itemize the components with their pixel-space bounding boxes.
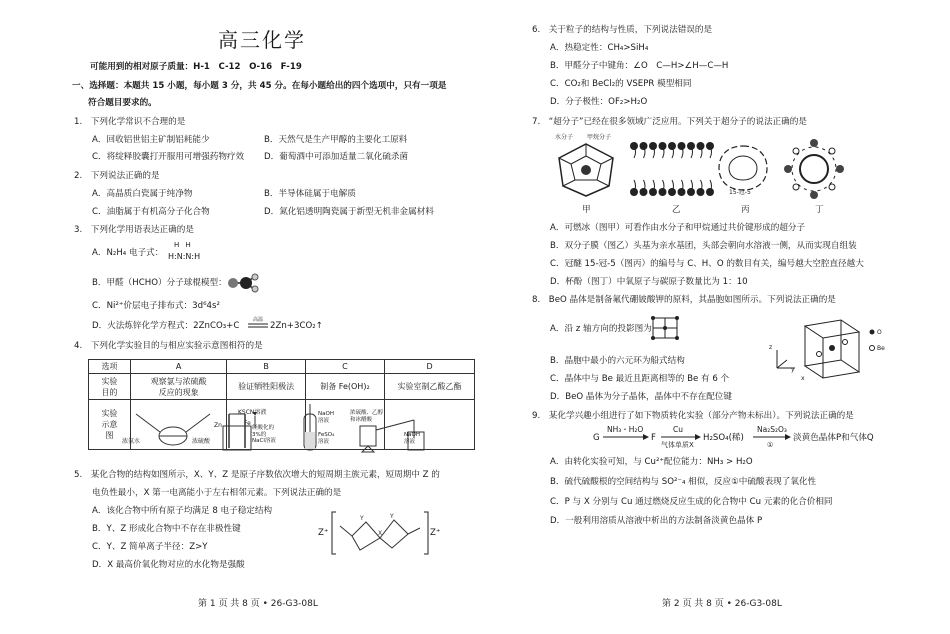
q4-header-c: C bbox=[305, 360, 384, 374]
section-heading-2: 符合题目要求的。 bbox=[88, 98, 157, 108]
q9-acid: H₂SO₄(稀) bbox=[703, 433, 744, 443]
q1-option-c: C．将绽释胶囊打开服用可增强药物疗效 bbox=[92, 152, 245, 162]
q3-electron-h: H H bbox=[174, 241, 193, 249]
q7-option-d: D．杯酚（图丁）中氧原子与碳原子数量比为 1：10 bbox=[550, 277, 748, 287]
projection-icon bbox=[651, 316, 679, 340]
q7-fig-label-2: 乙 bbox=[672, 205, 681, 215]
q4-header-d: D bbox=[385, 360, 475, 374]
q8-legend-o: O bbox=[877, 329, 882, 336]
q5-option-a: A．该化合物中所有原子均满足 8 电子稳定结构 bbox=[92, 506, 273, 516]
page-title: 高三化学 bbox=[218, 28, 306, 52]
q9-stem: 9. 某化学兴趣小组进行了如下物质转化实验（部分产物未标出）。下列说法正确的是 bbox=[532, 411, 854, 421]
q1-option-d: D．葡萄酒中可添加适量二氧化硫杀菌 bbox=[264, 152, 409, 162]
atomic-mass: 可能用到的相对原子质量：H-1 C-12 O-16 F-19 bbox=[90, 62, 302, 72]
q7-fig-label-1: 甲 bbox=[582, 205, 591, 215]
q5-cation-left: Z⁺ bbox=[318, 528, 329, 538]
q4-label-b1: KSCN溶液 bbox=[238, 409, 267, 416]
q5-stem-1: 5. 某化合物的结构如图所示，X、Y、Z 是原子序数依次增大的短周期主族元素，短周期中 Z 的 bbox=[74, 470, 440, 480]
q4-purpose-a: 观察氯与浓硫酸 反应的现象 bbox=[130, 374, 227, 400]
q9-option-a: A．由转化实验可知，与 Cu²⁺配位能力：NH₃ > H₂O bbox=[550, 457, 753, 467]
right-page bbox=[475, 0, 950, 634]
q4-label-a1: 浓氨水 bbox=[122, 438, 141, 445]
q5-cation-right: Z⁺ bbox=[430, 528, 441, 538]
q5-stem-2: 电负性最小，X 第一电离能小于左右相邻元素。下列说法正确的是 bbox=[92, 488, 342, 498]
q4-label-b-fe: Fe bbox=[244, 420, 251, 427]
q4-header-option: 选项 bbox=[89, 360, 131, 374]
arrow-1 bbox=[603, 433, 649, 441]
q4-label-a2: 浓硫酸 bbox=[192, 438, 211, 445]
q4-label-d2: NaOH 溶液 bbox=[404, 432, 420, 445]
q3-electron-formula: H:N:N:H bbox=[168, 252, 201, 261]
q6-stem: 6. 关于粒子的结构与性质，下列说法错误的是 bbox=[532, 25, 713, 35]
q5-option-d: D．X 最高价氧化物对应的水化物是强酸 bbox=[92, 560, 245, 570]
q5-option-b: B．Y、Z 形成化合物中不存在非极性键 bbox=[92, 524, 241, 534]
q4-label-b2: 经酸化的 3%的 NaCl溶液 bbox=[252, 425, 276, 444]
q1-option-a: A．回收铝世铝主矿制铝耗能少 bbox=[92, 135, 210, 145]
q9-gas-x: 气体单质X bbox=[661, 441, 694, 449]
q4-label-d1: 浓硫酸、乙醇 和冰醋酸 bbox=[350, 410, 384, 423]
q9-g: G bbox=[593, 433, 600, 443]
q2-option-b: B．半导体硅属于电解质 bbox=[264, 189, 356, 199]
q5-option-c: C．Y、Z 简单离子半径：Z>Y bbox=[92, 542, 208, 552]
q9-reagent-3: Na₂S₂O₃ bbox=[757, 425, 787, 434]
q3-stem: 3. 下列化学用语表达正确的是 bbox=[74, 225, 194, 235]
q9-f: F bbox=[651, 433, 656, 443]
equals-arrow bbox=[248, 323, 268, 329]
q8-axis-x: x bbox=[801, 375, 805, 382]
svg-text:Y: Y bbox=[390, 513, 394, 520]
svg-text:X: X bbox=[378, 530, 383, 537]
q7-fig-label-4: 丁 bbox=[815, 205, 824, 215]
q7-stem: 7. “超分子”已经在很多领域广泛应用。下列关于超分子的说法正确的是 bbox=[532, 117, 807, 127]
footer-left: 第 1 页 共 8 页 • 26-G3-08L bbox=[198, 599, 318, 609]
q4-purpose-b: 验证牺牲阳极法 bbox=[227, 374, 305, 400]
q4-row-purpose-label: 实验 目的 bbox=[89, 374, 131, 400]
q2-option-c: C．油脂属于有机高分子化合物 bbox=[92, 207, 210, 217]
q4-label-c1: NaOH 溶液 bbox=[318, 411, 334, 424]
q9-option-b: B．硫代硫酸根的空间结构与 SO²⁻₄ 相似，反应①中硫酸表现了氧化性 bbox=[550, 477, 817, 487]
q7-option-b: B．双分子膜（图乙）头基为亲水基团，头部会朝向水溶液一侧，从而实现自组装 bbox=[550, 241, 857, 251]
q4-stem: 4. 下列化学实验目的与相应实验示意图相符的是 bbox=[74, 341, 263, 351]
footer-right: 第 2 页 共 8 页 • 26-G3-08L bbox=[662, 599, 782, 609]
q3-condition: 高温 bbox=[253, 317, 264, 323]
q9-option-c: C．P 与 X 分别与 Cu 通过燃烧反应生成的化合物中 Cu 元素的化合价相同 bbox=[550, 497, 833, 507]
q7-fig-label-3: 丙 bbox=[741, 205, 750, 215]
q4-header-a: A bbox=[130, 360, 227, 374]
q8-axis-z: z bbox=[769, 344, 773, 351]
q4-label-b-zn: Zn bbox=[214, 422, 222, 429]
q7-label-water: 水分子 bbox=[555, 134, 574, 141]
q7-label-methane: 甲烷分子 bbox=[587, 134, 612, 141]
q6-option-c: C．CO₂和 BeCl₂的 VSEPR 模型相同 bbox=[550, 79, 692, 89]
q6-option-d: D．分子极性：OF₂>H₂O bbox=[550, 97, 648, 107]
formaldehyde-model-icon bbox=[226, 272, 260, 294]
q2-option-a: A．高晶质白瓷属于纯净物 bbox=[92, 189, 193, 199]
q1-option-b: B．天然气是生产甲醇的主要化工原料 bbox=[264, 135, 408, 145]
q9-step-1: ① bbox=[767, 441, 774, 449]
q2-stem: 2. 下列说法正确的是 bbox=[74, 171, 160, 181]
q4-row-diagram-label: 实验 示意 图 bbox=[89, 400, 131, 450]
q8-legend-be: Be bbox=[877, 345, 885, 352]
q4-purpose-c: 制备 Fe(OH)₂ bbox=[305, 374, 384, 400]
q9-option-d: D．一般利用溶质从溶液中析出的方法制备淡黄色晶体 P bbox=[550, 516, 763, 526]
q4-label-c2: FeSO₄ 溶液 bbox=[318, 432, 335, 445]
bilayer-membrane-icon bbox=[628, 140, 718, 198]
q9-reagent-1: NH₃・H₂O bbox=[607, 425, 644, 434]
q7-option-a: A．可燃冰（图甲）可看作由水分子和甲烷通过共价键形成的超分子 bbox=[550, 223, 806, 233]
q3-option-c: C．Ni²⁺价层电子排布式：3d⁶4s² bbox=[92, 301, 220, 311]
q7-option-c: C．冠醚 15-冠-5（图丙）的编号与 C、H、O 的数目有关，编号越大空腔直径越大 bbox=[550, 259, 864, 269]
q6-option-a: A．热稳定性：CH₄>SiH₄ bbox=[550, 43, 649, 53]
q6-option-b: B．甲醛分子中键角：∠O C—H>∠H—C—H bbox=[550, 61, 729, 71]
q3-option-b: B．甲醛（HCHO）分子球棍模型： bbox=[92, 278, 227, 288]
svg-text:Y: Y bbox=[360, 515, 364, 522]
section-heading: 一、选择题：本题共 15 小题，每小题 3 分，共 45 分。在每小题给出的四个选项中，只有一项是 bbox=[72, 81, 447, 91]
q3-option-d: D．火法炼锌化学方程式：2ZnCO₃+C bbox=[92, 321, 240, 331]
calixarene-icon bbox=[775, 138, 853, 200]
q5-structure-diagram bbox=[330, 508, 430, 558]
q3-option-a: A．N₂H₄ 电子式： bbox=[92, 248, 164, 258]
clathrate-cage-icon bbox=[551, 140, 621, 198]
q4-purpose-d: 实验室制乙酸乙酯 bbox=[385, 374, 475, 400]
q3-equation-rest: 2Zn+3CO₂↑ bbox=[270, 321, 323, 331]
q9-product: 淡黄色晶体P和气体Q bbox=[793, 433, 874, 443]
q4-header-b: B bbox=[227, 360, 305, 374]
q8-stem: 8. BeO 晶体是制备氟代硼铍酸钾的原料，其晶胞如图所示。下列说法正确的是 bbox=[532, 295, 836, 305]
q7-label-crown: 15-冠-5 bbox=[729, 189, 751, 196]
q8-option-d: D．BeO 晶体为分子晶体，晶体中不存在配位键 bbox=[550, 392, 732, 402]
q8-option-b: B．晶胞中最小的六元环为船式结构 bbox=[550, 356, 685, 366]
q1-stem: 1. 下列化学常识不合理的是 bbox=[74, 117, 186, 127]
q9-reagent-2: Cu bbox=[673, 425, 683, 434]
q8-option-c: C．晶体中与 Be 最近且距离相等的 Be 有 6 个 bbox=[550, 374, 730, 384]
q8-axis-y: y bbox=[791, 366, 795, 373]
q2-option-d: D．氮化铝透明陶瓷属于新型无机非金属材料 bbox=[264, 207, 434, 217]
q8-option-a: A．沿 z 轴方向的投影图为 bbox=[550, 324, 652, 334]
